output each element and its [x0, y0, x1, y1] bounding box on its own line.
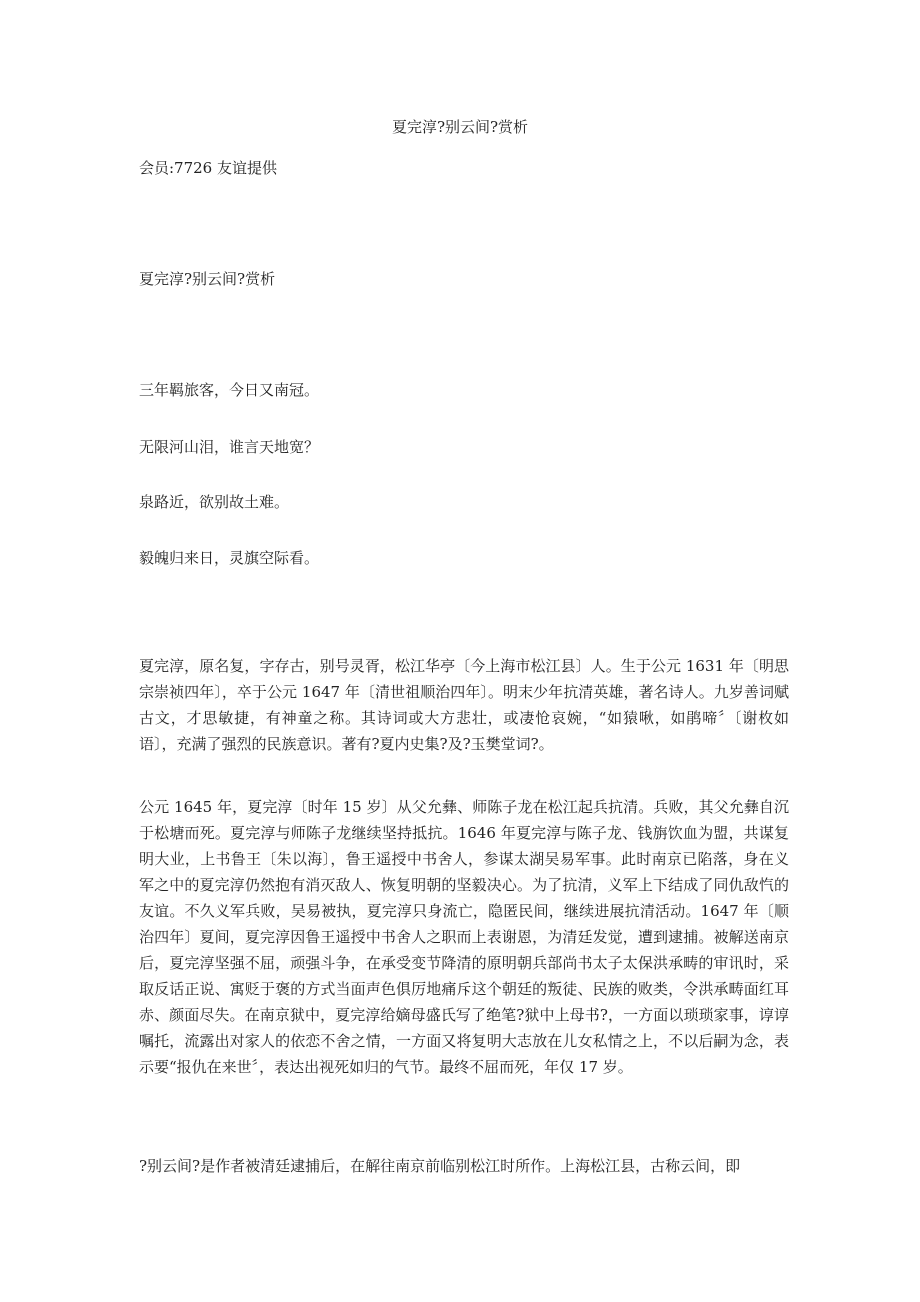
poem-line-4: 毅魄归来日，灵旗空际看。: [139, 549, 320, 567]
biography-paragraph: 夏完淳，原名复，字存古，别号灵胥，松江华亭〔今上海市松江县〕人。生于公元 1631 年〔明思宗崇祯四年〕，卒于公元 1647 年〔清世祖顺治四年〕。明末少年抗清英雄，著名诗人。九岁善词赋古文，才思敏捷，有神童之称。其诗词或大方悲壮，或凄怆哀婉，“如猿啾，如鹃啼〞〔谢枚如语〕，充满了强烈的民族意识。著有?夏内史集?及?玉樊堂词?。: [139, 657, 789, 753]
history-paragraph: 公元 1645 年，夏完淳〔时年 15 岁〕从父允彝、师陈子龙在松江起兵抗清。兵败，其父允彝自沉于松塘而死。夏完淳与师陈子龙继续坚持抵抗。1646 年夏完淳与陈子龙、钱旃饮血为盟，共谋复明大业，上书鲁王〔朱以海〕，鲁王遥授中书舍人，参谋太湖吴易军事。此时南京已陷落，身在义军之中的夏完淳仍然抱有消灭敌人、恢复明朝的坚毅决心。为了抗清，义军上下结成了同仇敌忾的友谊。不久义军兵败，吴易被执，夏完淳只身流亡，隐匿民间，继续进展抗清活动。1647 年〔顺治四年〕夏间，夏完淳因鲁王遥授中书舍人之职而上表谢恩，为清廷发觉，遭到逮捕。被解送南京后，夏完淳坚强不屈，顽强斗争，在承受变节降清的原明朝兵部尚书太子太保洪承畴的审讯时，采取反话正说、寓贬于褒的方式当面声色俱厉地痛斥这个朝廷的叛徒、民族的败类，令洪承畴面红耳赤、颜面尽失。在南京狱中，夏完淳给嫡母盛氏写了绝笔?狱中上母书?，一方面以琐琐家事，谆谆嘱托，流露出对家人的依恋不舍之情，一方面又将复明大志放在儿女私情之上，不以后嗣为念，表示要“报仇在来世〞，表达出视死如归的气节。最终不屈而死，年仅 17 岁。: [139, 798, 789, 1076]
article-subtitle: 夏完淳?别云间?赏析: [139, 270, 276, 288]
analysis-paragraph: ?别云间?是作者被清廷逮捕后，在解往南京前临别松江时所作。上海松江县，古称云间，即: [139, 1157, 741, 1175]
document-title: 夏完淳?别云间?赏析: [391, 118, 529, 136]
poem-line-3: 泉路近，欲别故土难。: [139, 493, 290, 511]
poem-line-1: 三年羁旅客，今日又南冠。: [139, 381, 320, 399]
member-credit: 会员:7726 友谊提供: [139, 159, 277, 177]
poem-line-2: 无限河山泪，谁言天地宽？: [139, 438, 320, 456]
